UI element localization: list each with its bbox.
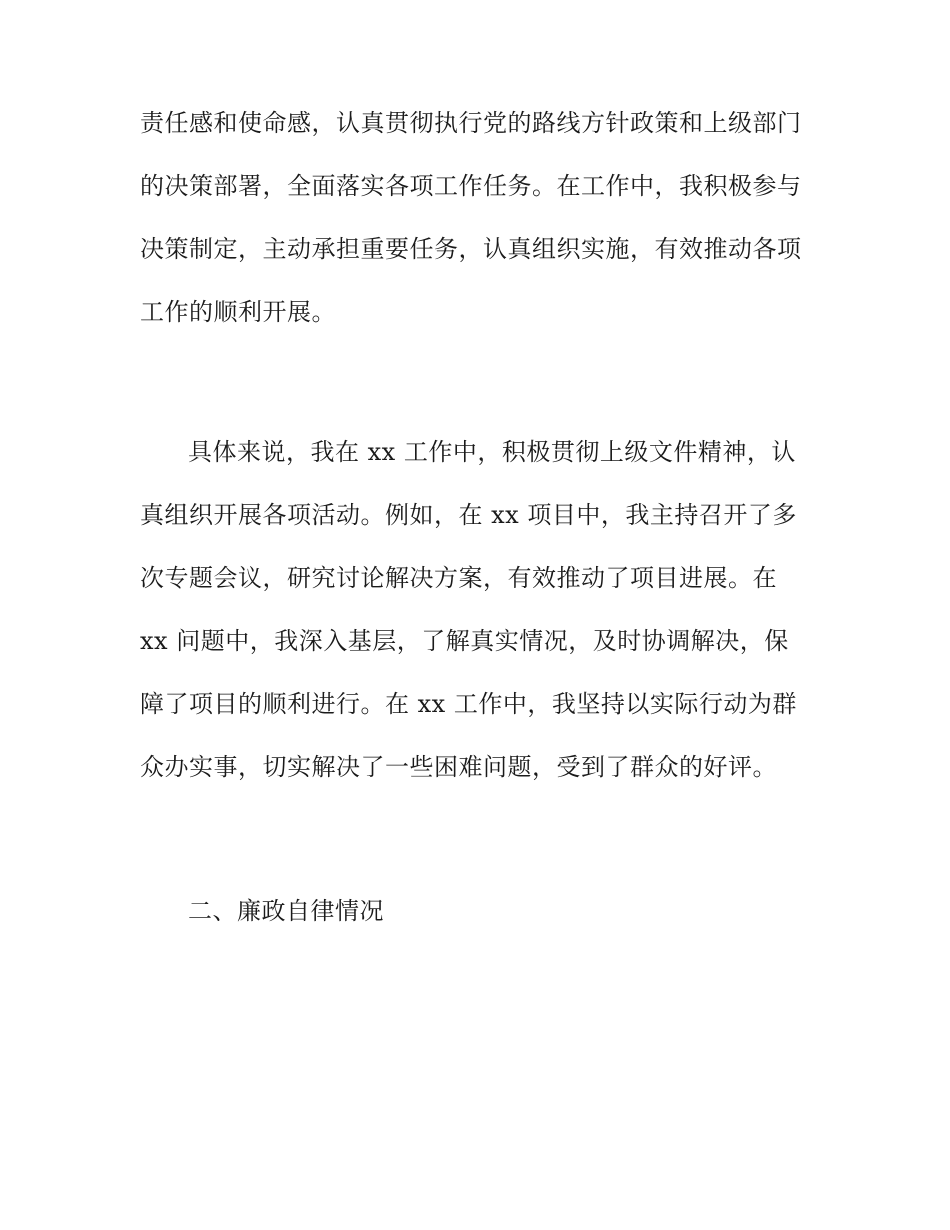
paragraph-line: 真组织开展各项活动。例如，在 xx 项目中，我主持召开了多 — [140, 501, 797, 529]
section-heading-text: 二、廉政自律情况 — [188, 897, 384, 925]
paragraph-line: xx 问题中，我深入基层，了解真实情况，及时协调解决，保 — [140, 627, 789, 655]
section-heading — [140, 880, 815, 943]
paragraph-line: 具体来说，我在 xx 工作中，积极贯彻上级文件精神，认 — [188, 438, 796, 466]
paragraph-line: 次专题会议，研究讨论解决方案，有效推动了项目进展。在 — [140, 564, 777, 592]
paragraph-line: 障了项目的顺利进行。在 xx 工作中，我坚持以实际行动为群 — [140, 690, 797, 718]
paragraph-line: 的决策部署，全面落实各项工作任务。在工作中，我积极参与 — [140, 172, 802, 200]
paragraph-line: 责任感和使命感，认真贯彻执行党的路线方针政策和上级部门 — [140, 109, 802, 137]
paragraph-line: 工作的顺利开展。 — [140, 298, 336, 326]
paragraph-specifics — [140, 421, 815, 799]
paragraph-responsibility — [140, 92, 815, 344]
paragraph-line: 决策制定，主动承担重要任务，认真组织实施，有效推动各项 — [140, 235, 802, 263]
paragraph-line: 众办实事，切实解决了一些困难问题，受到了群众的好评。 — [140, 753, 777, 781]
